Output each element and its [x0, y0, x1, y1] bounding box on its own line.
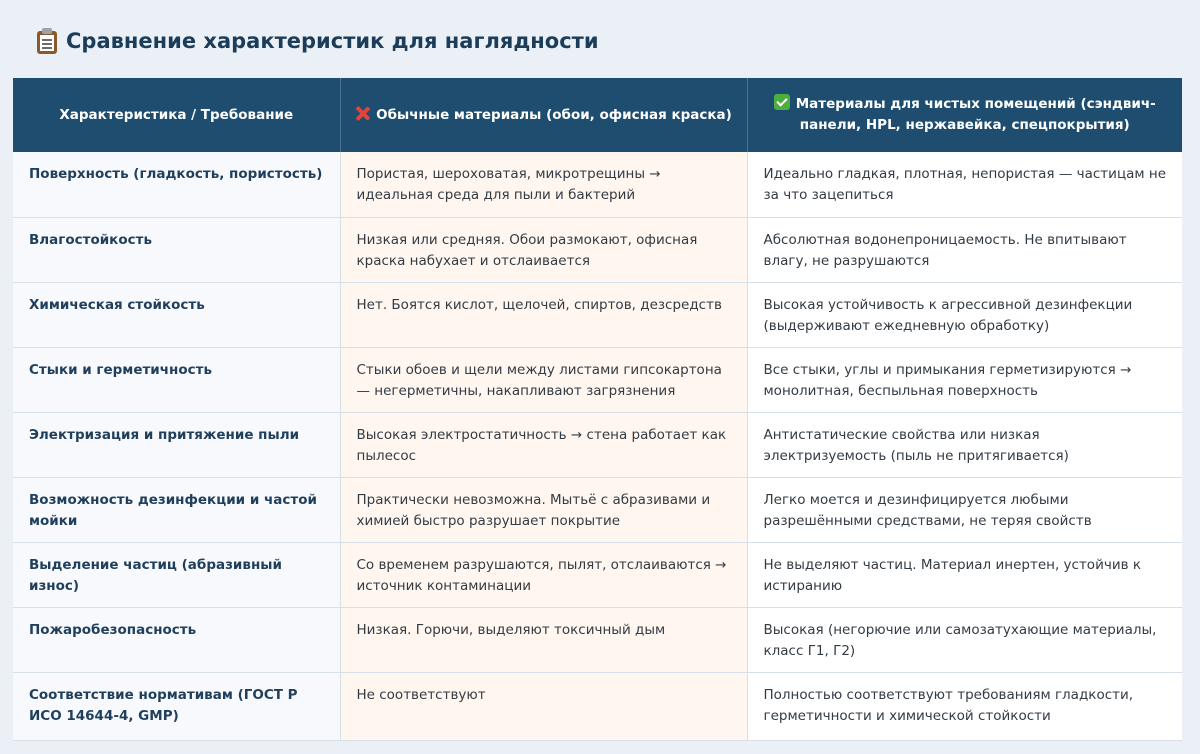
characteristic-cell: Стыки и герметичность — [13, 347, 340, 412]
check-mark-icon — [774, 94, 790, 110]
table-row — [13, 217, 1182, 282]
header-label: Материалы для чистых помещений (сэндвич-панели, HPL, нержавейка, спецпокрытия) — [795, 96, 1156, 133]
characteristic-cell: Соответствие нормативам (ГОСТ Р ИСО 14644-4, GMP) — [13, 672, 340, 740]
cleanroom-materials-cell: Высокая (негорючие или самозатухающие материалы, класс Г1, Г2) — [747, 607, 1182, 672]
ordinary-materials-cell: Низкая. Горючи, выделяют токсичный дым — [340, 607, 747, 672]
ordinary-materials-cell: Стыки обоев и щели между листами гипсокартона — негерметичны, накапливают загрязнения — [340, 347, 747, 412]
table-row — [13, 152, 1182, 217]
ordinary-materials-cell: Пористая, шероховатая, микротрещины → идеальная среда для пыли и бактерий — [340, 152, 747, 217]
table-row — [13, 477, 1182, 542]
table-row — [13, 347, 1182, 412]
ordinary-materials-cell: Низкая или средняя. Обои размокают, офисная краска набухает и отслаивается — [340, 217, 747, 282]
header-label: Обычные материалы (обои, офисная краска) — [376, 106, 732, 123]
characteristic-cell: Электризация и притяжение пыли — [13, 412, 340, 477]
cleanroom-materials-cell: Не выделяют частиц. Материал инертен, устойчив к истиранию — [747, 542, 1182, 607]
characteristic-cell: Влагостойкость — [13, 217, 340, 282]
cleanroom-materials-cell: Идеально гладкая, плотная, непористая — частицам не за что зацепиться — [747, 152, 1182, 217]
table-row — [13, 412, 1182, 477]
header-characteristic — [13, 78, 340, 152]
characteristic-cell: Химическая стойкость — [13, 282, 340, 347]
cleanroom-materials-cell: Полностью соответствуют требованиям гладкости, герметичности и химической стойкости — [747, 672, 1182, 740]
header-label: Характеристика / Требование — [59, 106, 294, 123]
cleanroom-materials-cell: Все стыки, углы и примыкания герметизируются → монолитная, беспыльная поверхность — [747, 347, 1182, 412]
cleanroom-materials-cell: Антистатические свойства или низкая электризуемость (пыль не притягивается) — [747, 412, 1182, 477]
comparison-table — [13, 78, 1182, 741]
ordinary-materials-cell: Со временем разрушаются, пылят, отслаиваются → источник контаминации — [340, 542, 747, 607]
table-row — [13, 542, 1182, 607]
table-row — [13, 672, 1182, 740]
ordinary-materials-cell: Высокая электростатичность → стена работает как пылесос — [340, 412, 747, 477]
ordinary-materials-cell: Практически невозможна. Мытьё с абразивами и химией быстро разрушает покрытие — [340, 477, 747, 542]
ordinary-materials-cell: Нет. Боятся кислот, щелочей, спиртов, дезсредств — [340, 282, 747, 347]
table-header-row — [13, 78, 1182, 152]
page-title-text: Сравнение характеристик для наглядности — [66, 29, 599, 53]
cleanroom-materials-cell: Легко моется и дезинфицируется любыми разрешёнными средствами, не теряя свойств — [747, 477, 1182, 542]
clipboard-icon — [36, 28, 58, 54]
ordinary-materials-cell: Не соответствуют — [340, 672, 747, 740]
cleanroom-materials-cell: Высокая устойчивость к агрессивной дезинфекции (выдерживают ежедневную обработку) — [747, 282, 1182, 347]
page-title — [36, 28, 599, 54]
characteristic-cell: Выделение частиц (абразивный износ) — [13, 542, 340, 607]
header-cleanroom-materials — [747, 78, 1182, 152]
cleanroom-materials-cell: Абсолютная водонепроницаемость. Не впитывают влагу, не разрушаются — [747, 217, 1182, 282]
header-ordinary-materials — [340, 78, 747, 152]
table-row — [13, 607, 1182, 672]
cross-mark-icon — [355, 106, 370, 121]
table-row — [13, 282, 1182, 347]
characteristic-cell: Возможность дезинфекции и частой мойки — [13, 477, 340, 542]
characteristic-cell: Поверхность (гладкость, пористость) — [13, 152, 340, 217]
characteristic-cell: Пожаробезопасность — [13, 607, 340, 672]
